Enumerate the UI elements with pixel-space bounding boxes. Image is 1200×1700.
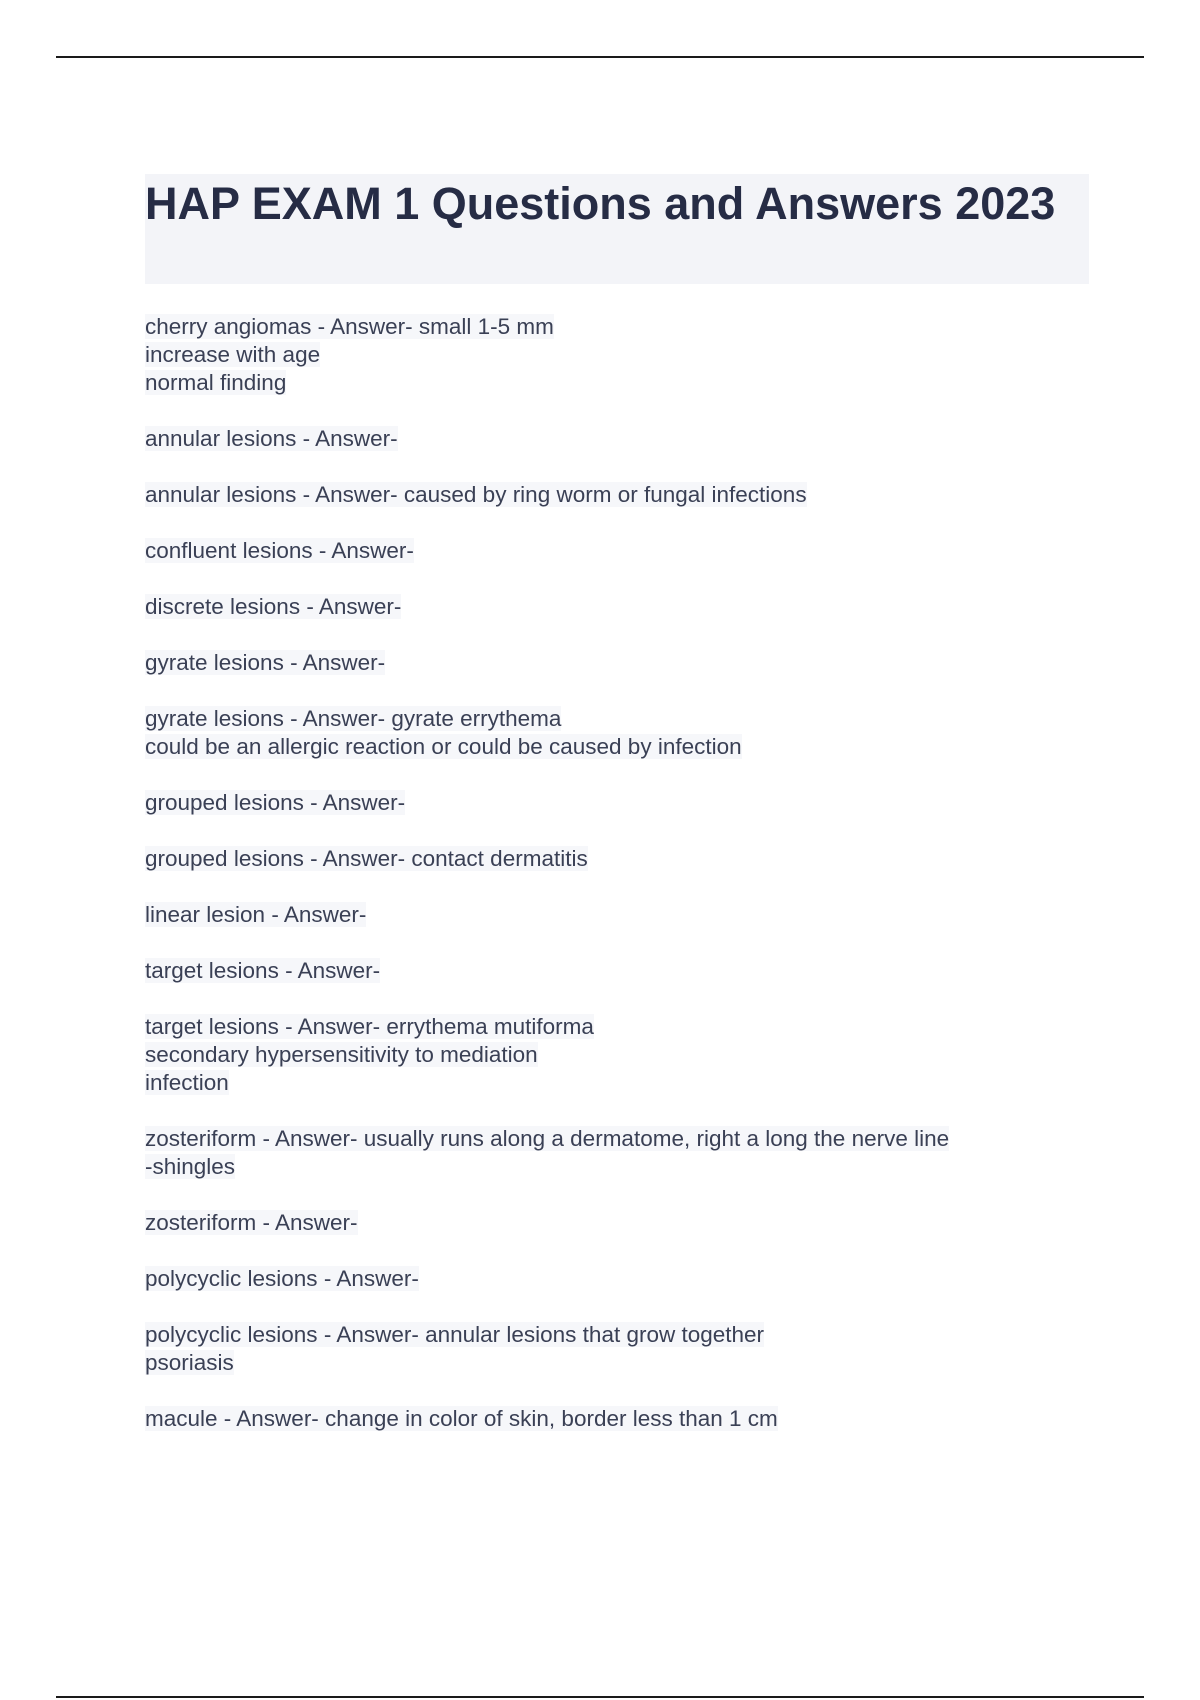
qa-item (145, 1013, 1105, 1097)
qa-text-line: macule - Answer- change in color of skin, border less than 1 cm (145, 1406, 778, 1431)
qa-text-line: discrete lesions - Answer- (145, 594, 402, 619)
qa-text-line: zosteriform - Answer- usually runs along a dermatome, right a long the nerve line (145, 1126, 950, 1151)
qa-text-line: zosteriform - Answer- (145, 1210, 358, 1235)
qa-text-line: grouped lesions - Answer- contact dermatitis (145, 846, 588, 871)
qa-text-line: linear lesion - Answer- (145, 902, 367, 927)
qa-item (145, 593, 1105, 621)
qa-item (145, 1321, 1105, 1377)
qa-item (145, 537, 1105, 565)
qa-text-line: normal finding (145, 370, 287, 395)
qa-text-line: infection (145, 1070, 229, 1095)
qa-item (145, 1265, 1105, 1293)
qa-item (145, 1405, 1105, 1433)
qa-text-line: target lesions - Answer- errythema mutiforma (145, 1014, 594, 1039)
qa-text-line: annular lesions - Answer- (145, 426, 398, 451)
qa-text-line: psoriasis (145, 1350, 234, 1375)
qa-item (145, 789, 1105, 817)
qa-text-line: target lesions - Answer- (145, 958, 381, 983)
qa-text-line: polycyclic lesions - Answer- annular lesions that grow together (145, 1322, 765, 1347)
qa-list (145, 313, 1105, 1461)
header-rule (56, 56, 1144, 58)
qa-text-line: could be an allergic reaction or could be caused by infection (145, 734, 742, 759)
qa-text-line: annular lesions - Answer- caused by ring worm or fungal infections (145, 482, 807, 507)
footer-rule (56, 1696, 1144, 1698)
qa-item (145, 649, 1105, 677)
qa-item (145, 313, 1105, 397)
qa-item (145, 425, 1105, 453)
qa-item (145, 481, 1105, 509)
qa-item (145, 705, 1105, 761)
qa-text-line: gyrate lesions - Answer- gyrate errythema (145, 706, 562, 731)
qa-item (145, 957, 1105, 985)
qa-text-line: gyrate lesions - Answer- (145, 650, 386, 675)
qa-item (145, 901, 1105, 929)
qa-text-line: polycyclic lesions - Answer- (145, 1266, 419, 1291)
qa-text-line: increase with age (145, 342, 321, 367)
qa-item (145, 845, 1105, 873)
qa-text-line: secondary hypersensitivity to mediation (145, 1042, 538, 1067)
page-title: HAP EXAM 1 Questions and Answers 2023 (145, 178, 1056, 229)
qa-text-line: -shingles (145, 1154, 236, 1179)
qa-text-line: confluent lesions - Answer- (145, 538, 414, 563)
qa-text-line: grouped lesions - Answer- (145, 790, 406, 815)
qa-text-line: cherry angiomas - Answer- small 1-5 mm (145, 314, 554, 339)
qa-item (145, 1125, 1105, 1181)
qa-item (145, 1209, 1105, 1237)
